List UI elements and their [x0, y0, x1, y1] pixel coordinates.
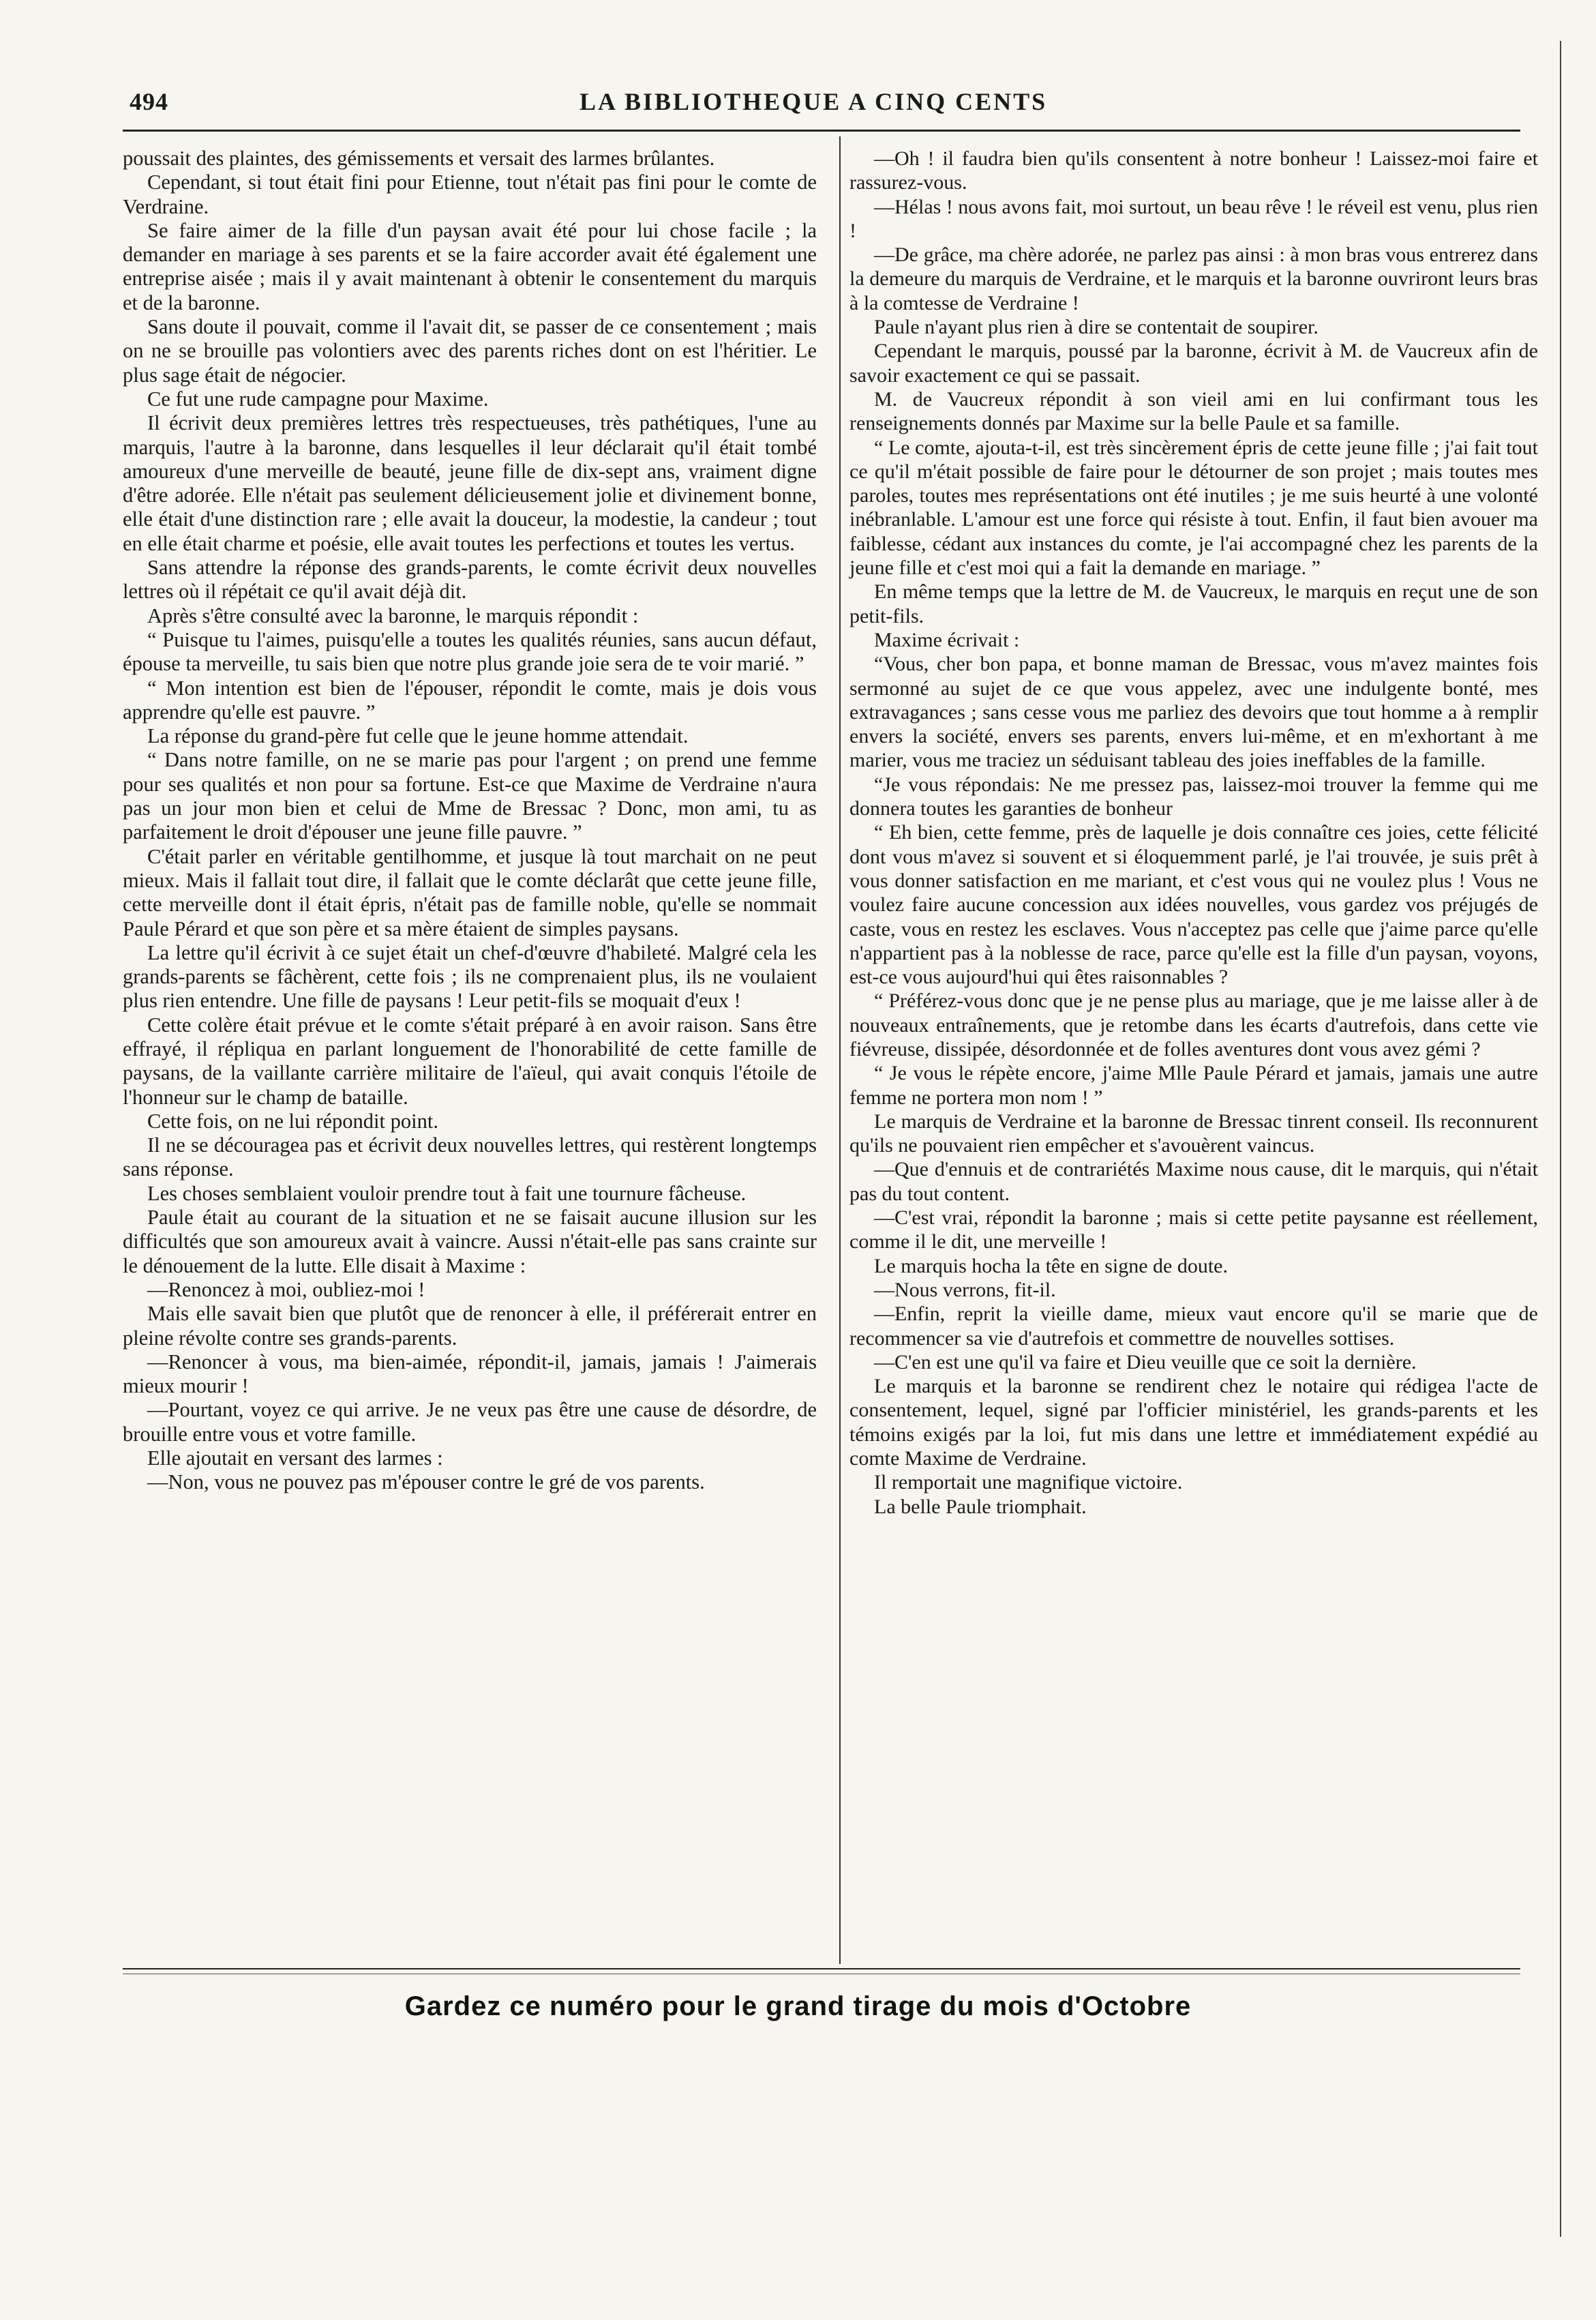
paragraph: Le marquis et la baronne se rendirent chez le notaire qui rédigea l'acte de consentement, lequel, signé par l'officier ministériel, les grands-parents et les témoins exigés par la loi, fut mis dans une lettre et immédiatement expédié au comte Maxime de Verdraine. [849, 1375, 1538, 1470]
paragraph: Cette colère était prévue et le comte s'était préparé à en avoir raison. Sans être effrayé, il répliqua en parlant longuement de l'honorabilité de cette famille de paysans, de la vaillante carrière militaire de l'aïeul, qui avait conquis l'étoile de l'honneur sur le champ de bataille. [123, 1013, 817, 1109]
paragraph: —Que d'ennuis et de contrariétés Maxime nous cause, dit le marquis, qui n'était pas du tout content. [849, 1158, 1538, 1205]
header-rule [123, 130, 1520, 132]
paragraph: “ Mon intention est bien de l'épouser, répondit le comte, mais je dois vous apprendre qu'elle est pauvre. ” [123, 676, 817, 724]
paragraph: C'était parler en véritable gentilhomme, et jusque là tout marchait on ne peut mieux. Mais il fallait tout dire, il fallait que le comte déclarât que cette jeune fille, cette merveille dont il était épris, n'était pas de famille noble, qu'elle se nommait Paule Pérard et que son père et sa mère étaient de simples paysans. [123, 844, 817, 940]
paragraph: Mais elle savait bien que plutôt que de renoncer à elle, il préférerait entrer en pleine révolte contre ses grands-parents. [123, 1302, 817, 1350]
paragraph: —De grâce, ma chère adorée, ne parlez pas ainsi : à mon bras vous entrerez dans la demeure du marquis de Verdraine, et le marquis et la baronne ouvriront leurs bras à la comtesse de Verdraine ! [849, 243, 1538, 314]
paragraph: Après s'être consulté avec la baronne, le marquis répondit : [147, 604, 639, 627]
paragraph: “ Le comte, ajouta-t-il, est très sincèrement épris de cette jeune fille ; j'ai fait tout ce qu'il m'était possible de faire pour le détourner de son projet ; mais toutes mes paroles, toutes mes représentations ont été inutiles ; je me suis heurté à une volonté inébranlable. L'amour est une force qui résiste à tout. Enfin, il faut bien avouer ma faiblesse, cédant aux instances du comte, je l'ai accompagné chez les parents de la jeune fille et c'est moi qui a fait la demande en mariage. ” [849, 436, 1538, 580]
bottom-rule [123, 1968, 1520, 1969]
paragraph: —Renoncez à moi, oubliez-moi ! [147, 1277, 425, 1301]
paragraph: Il remportait une magnifique victoire. [874, 1471, 1183, 1494]
paragraph: Se faire aimer de la fille d'un paysan avait été pour lui chose facile ; la demander en mariage à ses parents et se la faire accorder avait été également une entreprise aisée ; mais il y avait maintenant à obtenir le consentement du marquis et de la baronne. [123, 218, 817, 314]
paragraph: Cependant, si tout était fini pour Etienne, tout n'était pas fini pour le comte de Verdraine. [123, 170, 817, 218]
paragraph: La réponse du grand-père fut celle que le jeune homme attendait. [147, 724, 689, 748]
paragraph: Paule n'ayant plus rien à dire se contentait de soupirer. [874, 316, 1319, 339]
column-divider [839, 136, 841, 1964]
paragraph: poussait des plaintes, des gémissements et versait des larmes brûlantes. [123, 147, 715, 170]
paragraph: —Hélas ! nous avons fait, moi surtout, un beau rêve ! le réveil est venu, plus rien ! [849, 195, 1538, 242]
paragraph: —C'en est une qu'il va faire et Dieu veuille que ce soit la dernière. [874, 1350, 1417, 1373]
running-header: LA BIBLIOTHEQUE A CINQ CENTS [579, 88, 1048, 115]
paragraph: —Enfin, reprit la vieille dame, mieux vaut encore qu'il se marie que de recommencer sa vie d'autrefois et commettre de nouvelles sottises. [849, 1303, 1538, 1350]
paragraph: Maxime écrivait : [874, 628, 1020, 651]
paragraph: Les choses semblaient vouloir prendre tout à fait une tournure fâcheuse. [147, 1181, 747, 1205]
paragraph: “Vous, cher bon papa, et bonne maman de Bressac, vous m'avez maintes fois sermonné au sujet de ce que vous appelez, avec une indulgente bonté, mes extravagances ; sans cesse vous me parliez des devoirs que tout homme a à remplir envers la société, envers ses parents, envers lui-même, et en m'exhortant à me marier, vous me traciez un séduisant tableau des joies ineffables de la famille. [849, 653, 1538, 772]
page-edge-line [1560, 41, 1561, 2237]
paragraph: Cette fois, on ne lui répondit point. [147, 1109, 438, 1133]
footer-note: Gardez ce numéro pour le grand tirage du mois d'Octobre [404, 1991, 1192, 2021]
paragraph: —Renoncer à vous, ma bien-aimée, répondit-il, jamais, jamais ! J'aimerais mieux mourir ! [123, 1350, 817, 1398]
left-column [123, 147, 817, 1495]
paragraph: “ Eh bien, cette femme, près de laquelle je dois connaître ces joies, cette félicité dont vous m'avez si souvent et si éloquemment parlé, je l'ai trouvée, je suis prêt à vous donner satisfaction en me mariant, et c'est vous qui ne voulez plus ! Vous ne voulez faire aucune concession aux idées nouvelles, vous gardez vos préjugés de caste, vous en restez les esclaves. Vous n'acceptez pas celle que j'aime parce qu'elle n'appartient pas à la noblesse de race, parce qu'elle est la fille d'un paysan, voyons, est-ce vous aujourd'hui qui êtes raisonnables ? [849, 821, 1538, 989]
paragraph: —Non, vous ne pouvez pas m'épouser contre le gré de vos parents. [147, 1470, 705, 1494]
paragraph: Il écrivit deux premières lettres très respectueuses, très pathétiques, l'une au marquis, l'autre à la baronne, dans lesquelles il leur déclarait qu'il était tombé amoureux d'une merveille de beauté, jeune fille de dix-sept ans, vraiment digne d'être adorée. Elle n'était pas seulement délicieusement jolie et divinement bonne, elle était d'une distinction rare ; elle avait la douceur, la modestie, la candeur ; tout en elle était charme et poésie, elle avait toutes les perfections et toutes les vertus. [123, 411, 817, 555]
paragraph: Le marquis de Verdraine et la baronne de Bressac tinrent conseil. Ils reconnurent qu'ils ne pouvaient rien empêcher et s'avouèrent vaincus. [849, 1110, 1538, 1157]
paragraph: Ce fut une rude campagne pour Maxime. [147, 387, 489, 411]
paragraph: “ Je vous le répète encore, j'aime Mlle Paule Pérard et jamais, jamais une autre femme ne portera mon nom ! ” [849, 1062, 1538, 1109]
paragraph: “ Puisque tu l'aimes, puisqu'elle a toutes les qualités réunies, sans aucun défaut, épouse ta merveille, tu sais bien que notre plus grande joie sera de te voir marié. ” [123, 627, 817, 676]
paragraph: —Oh ! il faudra bien qu'ils consentent à notre bonheur ! Laissez-moi faire et rassurez-vous. [849, 147, 1538, 194]
paragraph: “ Dans notre famille, on ne se marie pas pour l'argent ; on prend une femme pour ses qualités et non pour sa fortune. Est-ce que Maxime de Verdraine n'aura pas un jour mon bien et celui de Mme de Bressac ? Donc, mon ami, tu as parfaitement le droit d'épouser une jeune fille pauvre. ” [123, 748, 817, 844]
paragraph: —Pourtant, voyez ce qui arrive. Je ne veux pas être une cause de désordre, de brouille entre vous et votre famille. [123, 1398, 817, 1446]
paragraph: “ Préférez-vous donc que je ne pense plus au mariage, que je me laisse aller à de nouveaux entraînements, que je retombe dans les écarts d'autrefois, dans cette vie fiévreuse, dissipée, désordonnée et de folles aventures dont vous avez gémi ? [849, 990, 1538, 1060]
paragraph: La belle Paule triomphait. [874, 1495, 1087, 1518]
paragraph: Sans attendre la réponse des grands-parents, le comte écrivit deux nouvelles lettres où il répétait ce qu'il avait déjà dit. [123, 556, 817, 604]
paragraph: —Nous verrons, fit-il. [874, 1278, 1056, 1301]
paragraph: Sans doute il pouvait, comme il l'avait dit, se passer de ce consentement ; mais on ne se brouille pas volontiers avec des parents riches dont on est l'héritier. Le plus sage était de négocier. [123, 315, 817, 387]
paragraph: En même temps que la lettre de M. de Vaucreux, le marquis en reçut une de son petit-fils. [849, 580, 1538, 627]
paragraph: Il ne se découragea pas et écrivit deux nouvelles lettres, qui restèrent longtemps sans réponse. [123, 1133, 817, 1181]
paragraph: M. de Vaucreux répondit à son vieil ami en lui confirmant tous les renseignements donnés par Maxime sur la belle Paule et sa famille. [849, 387, 1538, 435]
paragraph: Le marquis hocha la tête en signe de doute. [874, 1254, 1228, 1277]
paragraph: Paule était au courant de la situation et ne se faisait aucune illusion sur les difficultés que son amoureux avait à vaincre. Aussi n'était-elle pas sans crainte sur le dénouement de la lutte. Elle disait à Maxime : [123, 1206, 817, 1277]
paragraph: “Je vous répondais: Ne me pressez pas, laissez-moi trouver la femme qui me donnera toutes les garanties de bonheur [849, 773, 1538, 820]
paragraph: —C'est vrai, répondit la baronne ; mais si cette petite paysanne est réellement, comme il le dit, une merveille ! [849, 1206, 1538, 1253]
paragraph: Cependant le marquis, poussé par la baronne, écrivit à M. de Vaucreux afin de savoir exactement ce qui se passait. [849, 340, 1538, 387]
right-column [849, 147, 1538, 1519]
page-number: 494 [130, 88, 168, 115]
paragraph: La lettre qu'il écrivit à ce sujet était un chef-d'œuvre d'habileté. Malgré cela les grands-parents se fâchèrent, cette fois ; ils ne comprenaient plus, ils ne voulaient plus rien entendre. Une fille de paysans ! Leur petit-fils se moquait d'eux ! [123, 940, 817, 1013]
paragraph: Elle ajoutait en versant des larmes : [147, 1446, 443, 1470]
